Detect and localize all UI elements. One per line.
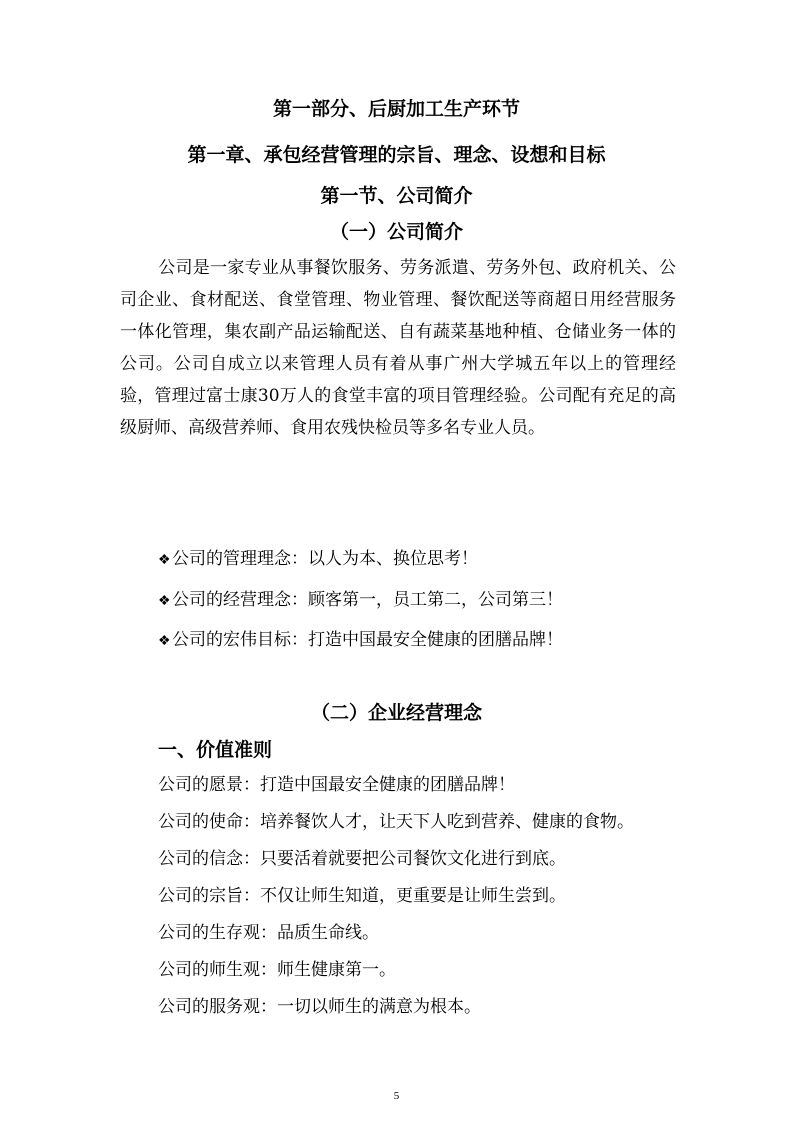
values-line: 公司的服务观：一切以师生的满意为根本。 xyxy=(158,997,481,1017)
intro-text: 公司是一家专业从事餐饮服务、劳务派遣、劳务外包、政府机关、公司企业、食材配送、食堂管理、物业管理、餐饮配送等商超日用经营服务一体化管理，集农副产品运输配送、自有蔬菜基地种植、仓储业务一体的公司。公司自成立以来管理人员有着从事广州大学城五年以上的管理经验，管理过富士康30万人的食堂丰富的项目管理经验。公司配有充足的高级厨师、高级营养师、食用农残快检员等多名专业人员。 xyxy=(120,258,676,438)
diamond-bullet-icon: ❖ xyxy=(158,552,171,568)
intro-paragraph xyxy=(120,252,676,444)
part-heading: 第一部分、后厨加工生产环节 xyxy=(272,98,520,120)
subsection-heading-1: （一）公司简介 xyxy=(329,221,463,243)
diamond-bullet-icon: ❖ xyxy=(158,593,171,609)
values-line: 公司的生存观：品质生命线。 xyxy=(158,923,379,943)
subsection-heading-2: （二）企业经营理念 xyxy=(310,702,482,724)
diamond-bullet-icon: ❖ xyxy=(158,633,171,649)
bullet-item: ❖公司的管理理念：以人为本、换位思考！ xyxy=(158,546,478,573)
chapter-heading: 第一章、承包经营管理的宗旨、理念、设想和目标 xyxy=(187,144,606,166)
values-line: 公司的宗旨：不仅让师生知道，更重要是让师生尝到。 xyxy=(158,886,566,906)
values-line: 公司的愿景：打造中国最安全健康的团膳品牌！ xyxy=(158,775,515,795)
page-number: 5 xyxy=(393,1090,400,1102)
values-heading: 一、价值准则 xyxy=(158,739,273,761)
section-heading: 第一节、公司简介 xyxy=(320,185,473,207)
bullet-item: ❖公司的经营理念：顾客第一，员工第二，公司第三！ xyxy=(158,587,563,614)
bullet-item: ❖公司的宏伟目标：打造中国最安全健康的团膳品牌！ xyxy=(158,627,563,654)
values-line: 公司的师生观：师生健康第一。 xyxy=(158,960,396,980)
values-line: 公司的使命：培养餐饮人才，让天下人吃到营养、健康的食物。 xyxy=(158,812,634,832)
values-line: 公司的信念：只要活着就要把公司餐饮文化进行到底。 xyxy=(158,849,566,869)
